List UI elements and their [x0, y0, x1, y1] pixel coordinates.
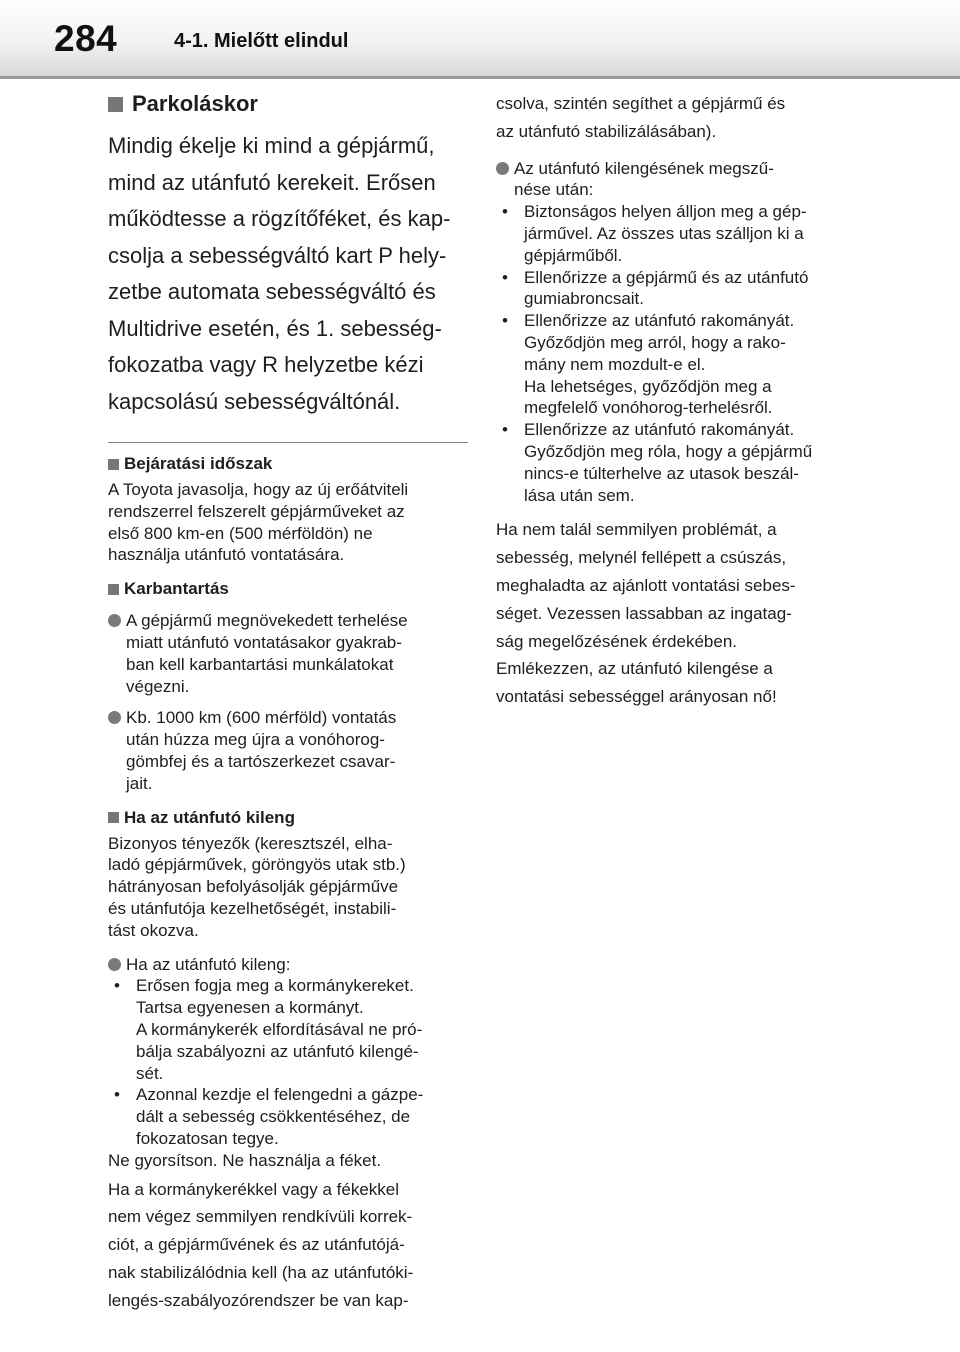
break-in-heading-text: Bejáratási időszak	[124, 454, 273, 473]
text-line: Ha lehetséges, győződjön meg a	[524, 376, 772, 396]
sway-heading	[108, 807, 468, 829]
text-line: nak stabilizálódnia kell (ha az utánfutóki-	[108, 1262, 414, 1282]
maintenance-heading-text: Karbantartás	[124, 579, 229, 599]
text-line: fokozatba vagy R helyzetbe kézi	[108, 352, 424, 377]
list-item	[496, 158, 856, 202]
text-line: járművel. Az összes utas szálljon ki a	[524, 223, 804, 243]
text-line: bálja szabályozni az utánfutó kilengé-	[136, 1041, 419, 1061]
text-line: dált a sebesség csökkentéséhez, de	[136, 1107, 411, 1127]
text-line: zetbe automata sebességváltó és	[108, 279, 436, 304]
text-line: nése után:	[514, 180, 594, 200]
text-line: Ellenőrizze az utánfutó rakományát.	[524, 420, 795, 440]
bullet-dot-icon: •	[502, 202, 508, 222]
circle-bullet-icon	[108, 614, 121, 627]
text-line: lengés-szabályozórendszer be van kap-	[108, 1290, 409, 1310]
text-line: gépjárműből.	[524, 245, 623, 265]
parking-heading-text: Parkoláskor	[132, 91, 258, 116]
sway-text	[108, 833, 468, 942]
text-line: végezni.	[126, 676, 190, 696]
text-line: tást okozva.	[108, 920, 199, 940]
square-marker-icon	[108, 584, 119, 595]
break-in-heading	[108, 453, 468, 475]
list-item	[108, 610, 468, 697]
list-item	[108, 954, 468, 976]
text-line: Győződjön meg arról, hogy a rako-	[524, 332, 786, 352]
sub-list-item	[496, 310, 856, 419]
text-line: első 800 km-en (500 mérföldön) ne	[108, 523, 373, 543]
sway-after-line: Ne gyorsítson. Ne használja a féket.	[108, 1150, 382, 1170]
section-divider	[108, 442, 468, 443]
text-line: gumiabroncsait.	[524, 289, 645, 309]
text-line: mind az utánfutó kerekeit. Erősen	[108, 169, 436, 195]
bullet-dot-icon: •	[502, 267, 508, 287]
text-line: nem végez semmilyen rendkívüli korrek-	[108, 1207, 413, 1227]
text-line: fokozatosan tegye.	[136, 1128, 279, 1148]
left-column	[108, 90, 468, 1315]
sway-bullet-intro: Ha az utánfutó kileng:	[126, 954, 291, 974]
text-line: lása után sem.	[524, 485, 635, 505]
final-text	[496, 516, 856, 711]
text-line: Ha a kormánykerékkel vagy a fékekkel	[108, 1179, 400, 1199]
text-line: csolja a sebességváltó kart P hely-	[108, 242, 447, 268]
text-line: rendszerrel felszerelt gépjárműveket az	[108, 501, 405, 521]
text-line: Kb. 1000 km (600 mérföld) vontatás	[126, 708, 397, 728]
square-marker-icon	[108, 97, 123, 112]
header-divider	[0, 76, 960, 79]
text-line: működtesse a rögzítőféket, és kap-	[108, 206, 451, 231]
text-line: Mindig ékelje ki mind a gépjármű,	[108, 133, 435, 158]
text-line: és utánfutója kezelhetőségét, instabili-	[108, 898, 397, 918]
text-line: ság megelőzésének érdekében.	[496, 631, 737, 651]
text-line: Győződjön meg róla, hogy a gépjármű	[524, 441, 813, 461]
text-line: meghaladta az ajánlott vontatási sebes-	[496, 575, 796, 595]
text-line: sebesség, melynél fellépett a csúszás,	[496, 548, 787, 568]
bullet-dot-icon: •	[502, 420, 508, 440]
text-line: kapcsolású sebességváltónál.	[108, 388, 401, 414]
square-marker-icon	[108, 812, 119, 823]
text-line: használja utánfutó vontatására.	[108, 545, 345, 565]
text-line: Tartsa egyenesen a kormányt.	[136, 998, 364, 1018]
sub-list-item	[496, 201, 856, 266]
text-line: Emlékezzen, az utánfutó kilengése a	[496, 659, 773, 679]
text-line: megfelelő vonóhorog-terhelésről.	[524, 398, 773, 418]
text-line: Multidrive esetén, és 1. sebesség-	[108, 315, 442, 341]
sub-list-item	[496, 267, 856, 311]
circle-bullet-icon	[108, 958, 121, 971]
text-line: Ellenőrizze az utánfutó rakományát.	[524, 311, 795, 331]
text-line: séget. Vezessen lassabban az ingatag-	[496, 603, 792, 623]
text-line: nincs-e túlterhelve az utasok beszál-	[524, 463, 799, 483]
text-line: miatt utánfutó vontatásakor gyakrab-	[126, 632, 402, 652]
text-line: Erősen fogja meg a kormánykereket.	[136, 976, 414, 996]
text-line: A gépjármű megnövekedett terhelése	[126, 611, 408, 631]
bullet-dot-icon: •	[114, 976, 120, 996]
text-line: gömbfej és a tartószerkezet csavar-	[126, 751, 396, 771]
bullet-dot-icon: •	[502, 311, 508, 331]
bullet-dot-icon: •	[114, 1085, 120, 1105]
sub-list-item	[108, 975, 468, 1084]
text-line: Az utánfutó kilengésének megszű-	[514, 158, 774, 178]
header-band	[0, 0, 960, 76]
text-line: után húzza meg újra a vonóhorog-	[126, 730, 385, 750]
page-number: 284	[54, 18, 118, 59]
square-marker-icon	[108, 459, 119, 470]
text-line: sét.	[136, 1063, 164, 1083]
maintenance-heading	[108, 578, 468, 600]
text-line: Ellenőrizze a gépjármű és az utánfutó	[524, 267, 809, 287]
text-line: A Toyota javasolja, hogy az új erőátviteli	[108, 480, 409, 499]
text-line: jait.	[126, 773, 153, 793]
break-in-text	[108, 479, 468, 566]
text-line: az utánfutó stabilizálásában).	[496, 121, 717, 141]
circle-bullet-icon	[108, 711, 121, 724]
circle-bullet-icon	[496, 162, 509, 175]
text-line: Azonnal kezdje el felengedni a gázpe-	[136, 1085, 424, 1105]
text-line: Ha nem talál semmilyen problémát, a	[496, 520, 777, 540]
list-item	[108, 707, 468, 794]
text-line: ladó gépjárművek, göröngyös utak stb.)	[108, 855, 406, 875]
parking-text	[108, 128, 468, 420]
right-column	[496, 90, 856, 711]
text-line: A kormánykerék elfordításával ne pró-	[136, 1019, 423, 1039]
text-line: Bizonyos tényezők (keresztszél, elha-	[108, 833, 393, 853]
text-line: vontatási sebességgel arányosan nő!	[496, 687, 777, 707]
sway-closing-text	[108, 1176, 468, 1315]
text-line: hátrányosan befolyásolják gépjárműve	[108, 877, 399, 897]
sway-heading-text: Ha az utánfutó kileng	[124, 807, 295, 827]
text-line: ban kell karbantartási munkálatokat	[126, 654, 394, 674]
section-title: 4-1. Mielőtt elindul	[174, 30, 349, 52]
parking-heading	[108, 90, 468, 118]
text-line: Biztonságos helyen álljon meg a gép-	[524, 202, 807, 222]
text-line: csolva, szintén segíthet a gépjármű és	[496, 94, 786, 113]
text-line: mány nem mozdult-e el.	[524, 354, 706, 374]
sub-list-item	[496, 419, 856, 506]
continued-text	[496, 90, 856, 146]
sub-list-item	[108, 1084, 468, 1149]
text-line: ciót, a gépjárművének és az utánfutójá-	[108, 1235, 405, 1255]
